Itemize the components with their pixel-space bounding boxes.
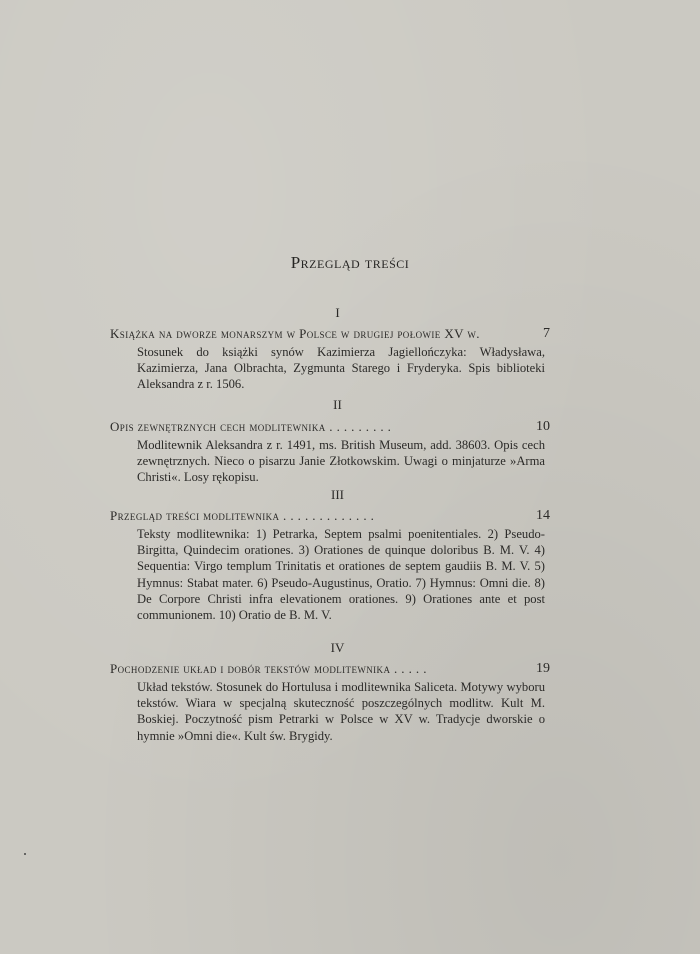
section-heading-text: Opis zewnętrznych cech modlitewnika . . . . . . . . . [110, 419, 392, 434]
section-summary: Stosunek do książki synów Kazimierza Jagiellończyka: Władysława, Kazimierza, Jana Olbrachta, Zygmunta Starego i Fryderyka. Spis biblioteki Aleksandra z r. 1506. [137, 345, 545, 392]
section-summary: Teksty modlitewnika: 1) Petrarka, Septem psalmi poenitentiales. 2) Pseudo-Birgitta, Quindecim orationes. 3) Orationes de quinque doloribus B. M. V. 4) Sequentia: Virgo templum Trinitatis et orationes de septem gaudiis B. M. V. 5) Hymnus: Stabat mater. 6) Pseudo-Augustinus, Oratio. 7) Hymnus: Omni die. 8) De Corpore Christi infra elevationem orationes. 9) Orationes ante et post communionem. 10) Oratio de B. M. V. [137, 527, 545, 623]
section-heading [110, 507, 550, 525]
section-page-number: 10 [536, 419, 550, 434]
section-page-number: 14 [536, 508, 550, 523]
section-numeral: III [331, 487, 344, 502]
section-page-number: 19 [536, 661, 550, 676]
toc-section-3 [110, 486, 565, 623]
page-title: Przegląd treści [290, 253, 410, 272]
section-page-number: 7 [543, 326, 550, 341]
section-heading [110, 325, 550, 343]
section-heading-text: Przegląd treści modlitewnika . . . . . . . . . . . . . [110, 508, 375, 523]
section-numeral: II [333, 397, 342, 412]
toc-section-1 [110, 304, 565, 393]
section-summary: Modlitewnik Aleksandra z r. 1491, ms. British Museum, add. 38603. Opis cech zewnętrznych. Nieco o pisarzu Janie Złotkowskim. Uwagi o minjaturze »Arma Christi«. Losy rękopisu. [137, 438, 545, 485]
paper-speck [24, 853, 26, 855]
section-numeral: I [335, 305, 340, 320]
section-numeral: IV [330, 640, 345, 655]
section-heading-text: Książka na dworze monarszym w Polsce w drugiej połowie XV w. [110, 326, 480, 341]
section-heading [110, 418, 550, 436]
toc-section-4 [110, 639, 565, 744]
section-heading-text: Pochodzenie układ i dobór tekstów modlitewnika . . . . . [110, 661, 427, 676]
section-summary: Układ tekstów. Stosunek do Hortulusa i modlitewnika Saliceta. Motywy wyboru tekstów. Wiara w specjalną skuteczność poszczególnych modlitw. Kult M. Boskiej. Poczytność pism Petrarki w Polsce w XV w. Tradycje dworskie o hymnie »Omni die«. Kult św. Brygidy. [137, 680, 545, 743]
section-heading [110, 660, 550, 678]
toc-section-2 [110, 396, 565, 486]
